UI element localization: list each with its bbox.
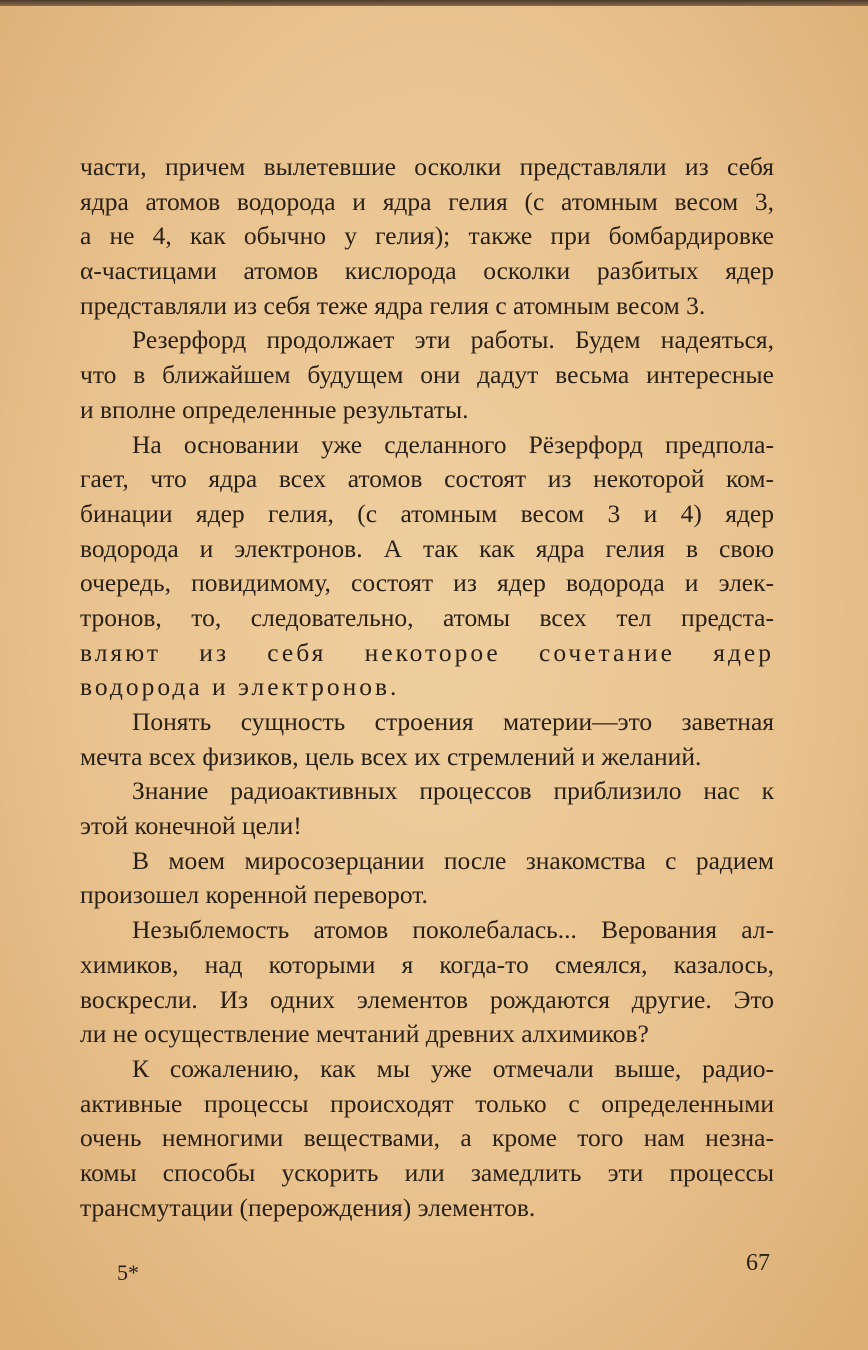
paragraph-start-line: Понять сущность строения материи—это заветная	[132, 707, 774, 736]
spaced-text-line: вляют из себя некоторое сочетание ядер	[80, 637, 774, 667]
paragraph-start-line: На основании уже сделанного Рёзерфорд предпола-	[132, 429, 774, 459]
text-line: мечта всех физиков, цель всех их стремлений и желаний.	[80, 741, 702, 771]
text-line: активные процессы происходят только с определенными	[80, 1088, 774, 1118]
text-line: химиков, над которыми я когда-то смеялся, казалось,	[80, 949, 774, 979]
paragraph-start-line: Знание радиоактивных процессов приблизило нас к	[132, 776, 774, 806]
paragraph-start-line: Незыблемость атомов поколебалась... Верования ал-	[132, 915, 774, 945]
text-line: этой конечной цели!	[80, 811, 302, 841]
body-text	[80, 150, 774, 1225]
text-line: ли не осуществление мечтаний древних алхимиков?	[80, 1019, 649, 1049]
text-line: произошел коренной переворот.	[80, 880, 428, 910]
text-line: водорода и электронов. А так как ядра гелия в свою	[80, 533, 774, 563]
text-line: α-частицами атомов кислорода осколки разбитых ядер	[80, 256, 774, 286]
paragraph-start-line: Резерфорд продолжает эти работы. Будем надеяться,	[132, 325, 774, 355]
text-line: гает, что ядра всех атомов состоят из некоторой ком-	[80, 464, 774, 494]
text-line: представляли из себя теже ядра гелия с атомным весом 3.	[80, 290, 706, 320]
text-line: комы способы ускорить или замедлить эти процессы	[80, 1157, 774, 1187]
signature-mark: 5*	[117, 1260, 139, 1285]
text-line: что в ближайшем будущем они дадут весьма интересные	[80, 360, 774, 390]
page-top-edge	[0, 0, 868, 6]
text-line: а не 4, как обычно у гелия); также при бомбардировке	[80, 221, 774, 251]
text-line: воскресли. Из одних элементов рождаются другие. Это	[80, 984, 774, 1014]
text-line: очередь, повидимому, состоят из ядер водорода и элек-	[80, 568, 774, 598]
text-line: и вполне определенные результаты.	[80, 394, 469, 424]
text-line: трансмутации (перерождения) элементов.	[80, 1192, 536, 1222]
text-line: части, причем вылетевшие осколки представляли из себя	[80, 152, 774, 181]
page-number: 67	[746, 1250, 770, 1276]
text-line: очень немногими веществами, а кроме того нам незна-	[80, 1123, 774, 1153]
paragraph-start-line: К сожалению, как мы уже отмечали выше, радио-	[132, 1053, 774, 1083]
text-line: бинации ядер гелия, (с атомным весом 3 и 4) ядер	[80, 498, 774, 528]
text-line: тронов, то, следовательно, атомы всех тел предста-	[80, 602, 774, 632]
spaced-text-line: водорода и электронов.	[80, 672, 400, 702]
text-line: ядра атомов водорода и ядра гелия (с атомным весом 3,	[80, 186, 774, 216]
paragraph-start-line: В моем миросозерцании после знакомства с радием	[132, 845, 774, 875]
